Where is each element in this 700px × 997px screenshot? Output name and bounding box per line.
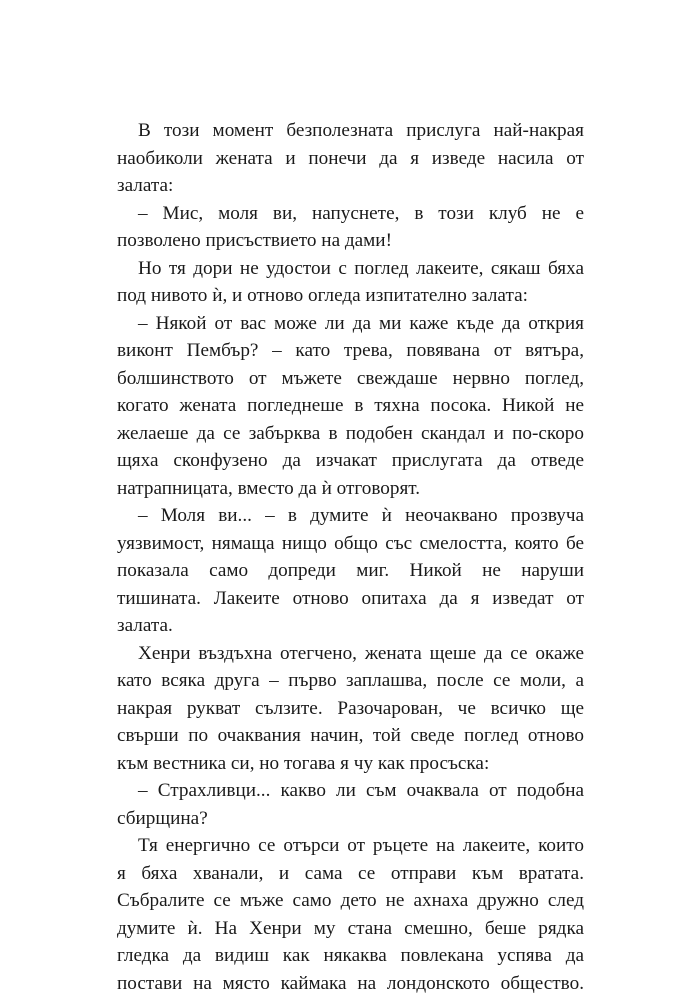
text-line: думите ѝ. На Хенри му стана смешно, беше рядка	[117, 915, 584, 943]
text-line: сбирщина?	[117, 805, 584, 833]
paragraph	[117, 200, 584, 255]
text-line: постави на място каймака на лондонското общество.	[117, 970, 584, 997]
text-line: – Моля ви... – в думите ѝ неочаквано прозвуча	[117, 502, 584, 530]
book-page	[117, 117, 584, 997]
text-line: Събралите се мъже само дето не ахнаха дружно след	[117, 887, 584, 915]
paragraph	[117, 777, 584, 832]
text-line: болшинството от мъжете свеждаше нервно поглед,	[117, 365, 584, 393]
text-line: гледка да видиш как някаква повлекана успява да	[117, 942, 584, 970]
text-line: тишината. Лакеите отново опитаха да я изведат от	[117, 585, 584, 613]
paragraph	[117, 255, 584, 310]
text-line: накрая рукват сълзите. Разочарован, че всичко ще	[117, 695, 584, 723]
text-line: щяха сконфузено да изчакат прислугата да отведе	[117, 447, 584, 475]
paragraph	[117, 640, 584, 778]
text-line: под нивото ѝ, и отново огледа изпитателно залата:	[117, 282, 584, 310]
text-line: уязвимост, нямаща нищо общо със смелостта, която бе	[117, 530, 584, 558]
text-line: Но тя дори не удостои с поглед лакеите, сякаш бяха	[117, 255, 584, 283]
text-line: виконт Пембър? – като трева, повявана от вятъра,	[117, 337, 584, 365]
text-line: – Мис, моля ви, напуснете, в този клуб не е	[117, 200, 584, 228]
text-line: когато жената погледнеше в тяхна посока. Никой не	[117, 392, 584, 420]
text-line: към вестника си, но тогава я чу как просъска:	[117, 750, 584, 778]
text-line: свърши по очаквания начин, той сведе поглед отново	[117, 722, 584, 750]
text-line: позволено присъствието на дами!	[117, 227, 584, 255]
text-line: показала само допреди миг. Никой не наруши	[117, 557, 584, 585]
paragraph	[117, 117, 584, 200]
text-line: натрапницата, вместо да ѝ отговорят.	[117, 475, 584, 503]
text-line: желаеше да се забърква в подобен скандал и по-скоро	[117, 420, 584, 448]
text-line: – Страхливци... какво ли съм очаквала от подобна	[117, 777, 584, 805]
paragraph	[117, 832, 584, 997]
text-line: – Някой от вас може ли да ми каже къде да открия	[117, 310, 584, 338]
text-line: Тя енергично се отърси от ръцете на лакеите, които	[117, 832, 584, 860]
text-line: залата:	[117, 172, 584, 200]
text-line: като всяка друга – първо заплашва, после се моли, а	[117, 667, 584, 695]
text-line: залата.	[117, 612, 584, 640]
paragraph	[117, 502, 584, 640]
text-line: Хенри въздъхна отегчено, жената щеше да се окаже	[117, 640, 584, 668]
text-line: наобиколи жената и понечи да я изведе насила от	[117, 145, 584, 173]
text-line: я бяха хванали, и сама се отправи към вратата.	[117, 860, 584, 888]
text-line: В този момент безполезната прислуга най-накрая	[117, 117, 584, 145]
paragraph	[117, 310, 584, 503]
